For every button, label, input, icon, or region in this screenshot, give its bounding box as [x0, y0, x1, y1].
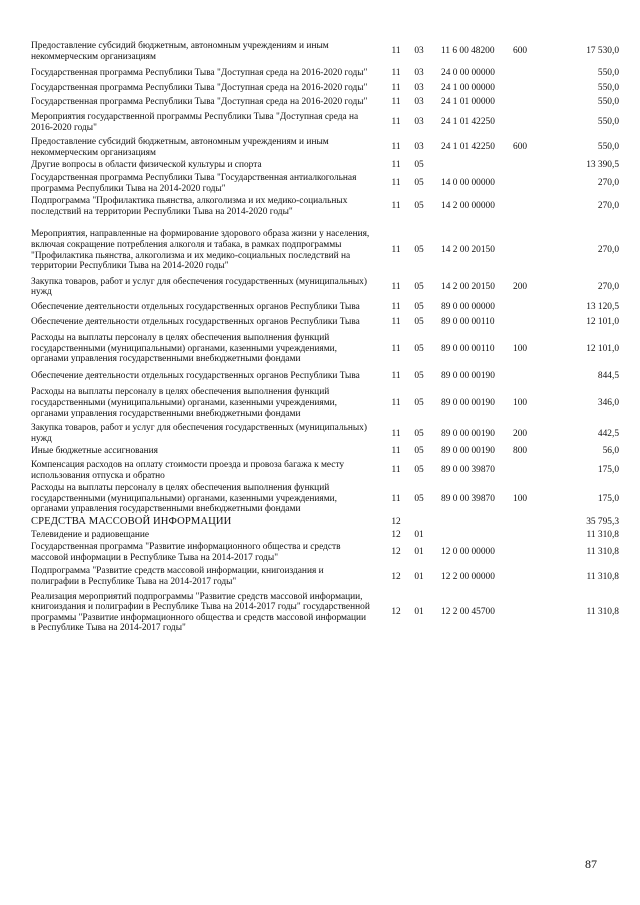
row-amount: 12 101,0 — [586, 343, 619, 354]
row-section: 11 — [391, 301, 401, 312]
table-row — [31, 112, 621, 133]
row-section: 11 — [391, 343, 401, 354]
row-target-article: 11 6 00 48200 — [441, 46, 495, 57]
row-amount: 35 795,3 — [586, 516, 619, 527]
row-name: Обеспечение деятельности отдельных государственных органов Республики Тыва — [31, 301, 360, 312]
row-target-article: 89 0 00 00190 — [441, 398, 495, 409]
row-name: Государственная программа Республики Тыва "Доступная среда на 2016-2020 годы" — [31, 82, 368, 93]
row-name: Расходы на выплаты персоналу в целях обеспечения выполнения функций государственными (муниципальными) органами, казенными учреждениями, органами управления государственными внебюджетными фондами — [31, 483, 338, 515]
row-target-article: 24 1 01 42250 — [441, 117, 495, 128]
table-row — [31, 446, 621, 457]
row-name: Предоставление субсидий бюджетным, автономным учреждениям и иным некоммерческим организациям — [31, 137, 329, 158]
row-name: Государственная программа "Развитие информационного общества и средств массовой информации в Республике Тыва на 2014-2017 годы" — [31, 542, 341, 563]
row-name: СРЕДСТВА МАССОВОЙ ИНФОРМАЦИИ — [31, 515, 232, 527]
page-number: 87 — [585, 857, 597, 871]
row-amount: 13 390,5 — [586, 160, 619, 171]
row-section: 11 — [391, 178, 401, 189]
row-section: 11 — [391, 142, 401, 153]
row-target-article: 89 0 00 00000 — [441, 301, 495, 312]
row-expense-type: 100 — [513, 398, 528, 409]
row-name: Обеспечение деятельности отдельных государственных органов Республики Тыва — [31, 317, 360, 328]
row-amount: 550,0 — [597, 117, 619, 128]
row-amount: 550,0 — [597, 82, 619, 93]
table-row — [31, 302, 621, 313]
table-row — [31, 317, 621, 328]
row-section: 11 — [391, 465, 401, 476]
table-row — [31, 333, 621, 365]
row-target-article: 24 1 01 42250 — [441, 142, 495, 153]
row-subsection: 01 — [414, 607, 424, 618]
row-amount: 270,0 — [597, 178, 619, 189]
row-amount: 56,0 — [602, 446, 619, 457]
row-amount: 11 310,8 — [586, 529, 619, 540]
table-row — [31, 160, 621, 171]
row-section: 11 — [391, 160, 401, 171]
row-subsection: 05 — [414, 317, 424, 328]
row-amount: 550,0 — [597, 68, 619, 79]
row-name: Подпрограмма "Развитие средств массовой информации, книгоиздания и полиграфии в Республике Тыва на 2014-2017 годы" — [31, 566, 324, 587]
row-section: 11 — [391, 46, 401, 57]
row-target-article: 89 0 00 00190 — [441, 428, 495, 439]
row-section: 12 — [391, 529, 401, 540]
row-name: Другие вопросы в области физической культуры и спорта — [31, 160, 262, 171]
table-row — [31, 566, 621, 587]
row-amount: 175,0 — [597, 493, 619, 504]
row-target-article: 24 0 00 00000 — [441, 68, 495, 79]
table-row — [31, 530, 621, 541]
row-target-article: 89 0 00 00190 — [441, 370, 495, 381]
table-row — [31, 137, 621, 158]
row-section: 11 — [391, 446, 401, 457]
row-subsection: 05 — [414, 301, 424, 312]
row-subsection: 03 — [414, 82, 424, 93]
row-subsection: 05 — [414, 245, 424, 256]
row-section: 11 — [391, 117, 401, 128]
row-section: 11 — [391, 82, 401, 93]
row-name: Закупка товаров, работ и услуг для обеспечения государственных (муниципальных) нужд — [31, 276, 367, 298]
table-row — [31, 423, 621, 444]
row-amount: 346,0 — [597, 398, 619, 409]
row-amount: 11 310,8 — [586, 547, 619, 558]
row-expense-type: 200 — [513, 428, 528, 439]
table-row — [31, 97, 621, 108]
row-amount: 12 101,0 — [586, 317, 619, 328]
table-row — [31, 542, 621, 563]
row-target-article: 24 1 00 00000 — [441, 82, 495, 93]
row-amount: 13 120,5 — [586, 301, 619, 312]
row-target-article: 14 0 00 00000 — [441, 178, 495, 189]
row-subsection: 03 — [414, 142, 424, 153]
row-amount: 270,0 — [597, 245, 619, 256]
row-subsection: 01 — [414, 547, 424, 558]
row-expense-type: 600 — [513, 46, 528, 57]
table-row — [31, 371, 621, 382]
row-section: 11 — [391, 398, 401, 409]
row-target-article: 89 0 00 00110 — [441, 343, 495, 354]
table-row — [31, 229, 621, 271]
row-amount: 11 310,8 — [586, 571, 619, 582]
row-section: 11 — [391, 428, 401, 439]
row-name: Закупка товаров, работ и услуг для обеспечения государственных (муниципальных) нужд — [31, 423, 367, 444]
table-row — [31, 68, 621, 79]
table-row — [31, 387, 621, 419]
row-target-article: 24 1 01 00000 — [441, 97, 495, 108]
row-subsection: 05 — [414, 493, 424, 504]
row-section: 12 — [391, 571, 401, 582]
row-target-article: 14 2 00 20150 — [441, 245, 495, 256]
row-subsection: 05 — [414, 281, 424, 292]
row-target-article: 89 0 00 39870 — [441, 465, 495, 476]
row-section: 11 — [391, 281, 401, 292]
table-row — [31, 196, 621, 217]
row-section: 11 — [391, 370, 401, 381]
row-subsection: 05 — [414, 160, 424, 171]
row-amount: 17 530,0 — [586, 46, 619, 57]
row-subsection: 03 — [414, 68, 424, 79]
row-amount: 442,5 — [597, 428, 619, 439]
row-name: Подпрограмма "Профилактика пьянства, алкоголизма и их медико-социальных последствий на территории Республики Тыва на 2014-2020 годы" — [31, 196, 348, 217]
budget-table — [31, 41, 621, 634]
row-section: 12 — [391, 607, 401, 618]
row-expense-type: 600 — [513, 142, 528, 153]
row-subsection: 05 — [414, 465, 424, 476]
row-subsection: 05 — [414, 370, 424, 381]
row-name: Предоставление субсидий бюджетным, автономным учреждениям и иным некоммерческим организациям — [31, 41, 329, 62]
row-expense-type: 100 — [513, 493, 528, 504]
row-subsection: 05 — [414, 398, 424, 409]
row-amount: 844,5 — [597, 370, 619, 381]
row-target-article: 89 0 00 00110 — [441, 317, 495, 328]
row-target-article: 89 0 00 00190 — [441, 446, 495, 457]
row-subsection: 03 — [414, 46, 424, 57]
row-name: Государственная программа Республики Тыва "Доступная среда на 2016-2020 годы" — [31, 68, 368, 79]
row-amount: 11 310,8 — [586, 607, 619, 618]
row-amount: 550,0 — [597, 97, 619, 108]
row-section: 11 — [391, 245, 401, 256]
row-section: 11 — [391, 493, 401, 504]
row-section: 12 — [391, 516, 401, 527]
row-amount: 175,0 — [597, 465, 619, 476]
row-amount: 270,0 — [597, 281, 619, 292]
row-target-article: 12 2 00 00000 — [441, 571, 495, 582]
table-row — [31, 460, 621, 481]
row-section: 11 — [391, 317, 401, 328]
table-row — [31, 83, 621, 94]
row-amount: 270,0 — [597, 201, 619, 212]
row-subsection: 03 — [414, 117, 424, 128]
row-subsection: 01 — [414, 571, 424, 582]
row-name: Телевидение и радиовещание — [31, 529, 150, 540]
row-subsection: 05 — [414, 446, 424, 457]
row-name: Иные бюджетные ассигнования — [31, 446, 158, 457]
row-name: Компенсация расходов на оплату стоимости проезда и провоза багажа к месту использования отпуска и обратно — [31, 460, 345, 481]
row-subsection: 05 — [414, 178, 424, 189]
table-row — [31, 173, 621, 194]
row-target-article: 12 2 00 45700 — [441, 607, 495, 618]
row-amount: 550,0 — [597, 142, 619, 153]
row-name: Расходы на выплаты персоналу в целях обеспечения выполнения функций государственными (муниципальными) органами, казенными учреждениями, органами управления государственными внебюджетными фондами — [31, 387, 338, 419]
row-subsection: 05 — [414, 201, 424, 212]
row-name: Мероприятия государственной программы Республики Тыва "Доступная среда на 2016-2020 годы" — [31, 111, 359, 133]
row-name: Государственная программа Республики Тыва "Государственная антиалкогольная программа Республики Тыва на 2014-2020 годы" — [31, 172, 357, 194]
row-target-article: 12 0 00 00000 — [441, 547, 495, 558]
row-name: Мероприятия, направленные на формирование здорового образа жизни у населения, включая сокращение потребления алкоголя и табака, в рамках подпрограммы "Профилактика пьянства, алкоголизма и их медико-социальных последствий на территории Республики Тыва на 2014-2020 годы" — [31, 229, 370, 272]
row-target-article: 14 2 00 00000 — [441, 201, 495, 212]
row-subsection: 01 — [414, 529, 424, 540]
row-section: 11 — [391, 97, 401, 108]
row-subsection: 03 — [414, 97, 424, 108]
row-subsection: 05 — [414, 428, 424, 439]
row-name: Обеспечение деятельности отдельных государственных органов Республики Тыва — [31, 370, 360, 381]
row-subsection: 05 — [414, 343, 424, 354]
row-target-article: 89 0 00 39870 — [441, 493, 495, 504]
row-name: Реализация мероприятий подпрограммы "Развитие средств массовой информации, книгоиздания и полиграфии в Республике Тыва на 2014-2017 годы" государственной программы "Развитие информационного общества и средств массовой информации в Республике Тыва на 2014-2017 годы" — [31, 591, 370, 634]
table-row — [31, 592, 621, 634]
table-row — [31, 277, 621, 298]
row-name: Расходы на выплаты персоналу в целях обеспечения выполнения функций государственными (муниципальными) органами, казенными учреждениями, органами управления государственными внебюджетными фондами — [31, 333, 338, 365]
row-target-article: 14 2 00 20150 — [441, 281, 495, 292]
table-row — [31, 41, 621, 62]
row-section: 11 — [391, 68, 401, 79]
row-name: Государственная программа Республики Тыва "Доступная среда на 2016-2020 годы" — [31, 97, 368, 108]
table-row — [31, 517, 621, 528]
row-expense-type: 100 — [513, 343, 528, 354]
row-section: 12 — [391, 547, 401, 558]
row-expense-type: 800 — [513, 446, 528, 457]
table-row — [31, 483, 621, 515]
row-section: 11 — [391, 201, 401, 212]
row-expense-type: 200 — [513, 281, 528, 292]
